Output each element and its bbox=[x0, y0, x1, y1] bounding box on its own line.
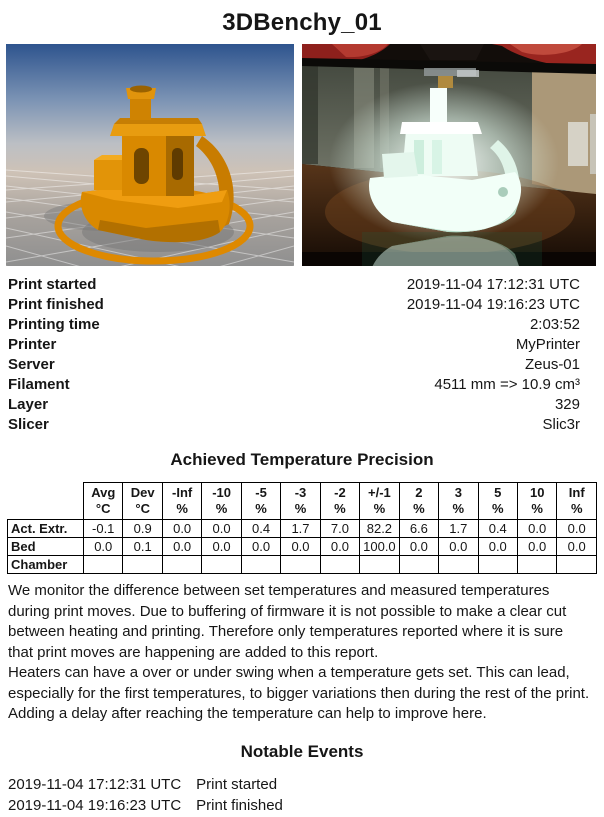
temp-value-cell: 100.0 bbox=[360, 538, 399, 556]
temp-value-cell: 0.0 bbox=[517, 538, 556, 556]
detail-label: Layer bbox=[8, 396, 49, 413]
temp-column-name: -5 bbox=[255, 485, 267, 500]
temp-value-cell bbox=[162, 556, 201, 574]
event-description: Print finished bbox=[196, 797, 283, 814]
temp-value-cell bbox=[241, 556, 280, 574]
event-row bbox=[8, 795, 596, 817]
temp-value-cell bbox=[123, 556, 162, 574]
detail-label: Printer bbox=[8, 336, 57, 353]
webcam-photo-image bbox=[302, 44, 596, 266]
temp-column-unit: % bbox=[570, 501, 583, 516]
temp-value-cell: 0.0 bbox=[517, 520, 556, 538]
temp-value-cell bbox=[439, 556, 478, 574]
temp-value-cell: 0.0 bbox=[202, 520, 241, 538]
print-details bbox=[0, 275, 604, 435]
temp-value-cell: 0.0 bbox=[320, 538, 359, 556]
temp-column-header bbox=[162, 483, 201, 520]
temp-value-cell: 0.0 bbox=[202, 538, 241, 556]
temp-column-unit: % bbox=[452, 501, 465, 516]
model-render-image bbox=[6, 44, 294, 266]
detail-row bbox=[8, 335, 580, 355]
temp-column-header bbox=[557, 483, 597, 520]
temp-table-row bbox=[8, 538, 597, 556]
temp-column-unit: % bbox=[255, 501, 267, 516]
event-row bbox=[8, 774, 596, 796]
temp-column-header bbox=[478, 483, 517, 520]
detail-row bbox=[8, 315, 580, 335]
temp-column-name: -10 bbox=[212, 485, 231, 500]
images-row bbox=[0, 44, 604, 266]
event-description: Print started bbox=[196, 775, 278, 793]
temp-value-cell: 1.7 bbox=[439, 520, 478, 538]
temp-column-name: Dev bbox=[130, 485, 155, 500]
temp-value-cell: 0.1 bbox=[123, 538, 162, 556]
temp-column-header bbox=[202, 483, 241, 520]
temp-value-cell: 0.0 bbox=[281, 538, 320, 556]
detail-row bbox=[8, 355, 580, 375]
temp-column-unit: % bbox=[294, 501, 307, 516]
temp-column-header bbox=[281, 483, 320, 520]
temp-value-cell: 0.0 bbox=[439, 538, 478, 556]
detail-row bbox=[8, 375, 580, 395]
temp-value-cell: 0.0 bbox=[399, 538, 438, 556]
detail-label: Server bbox=[8, 356, 55, 373]
temp-column-name: 2 bbox=[415, 485, 423, 500]
temp-column-header bbox=[241, 483, 280, 520]
temperature-note-paragraph: Heaters can have a over or under swing when a temperature gets set. This can lead, especially for the first temperatures, to bigger variations then during the rest of the print. Adding a delay after reaching the temperature can help to improve here. bbox=[8, 664, 590, 722]
temp-value-cell bbox=[360, 556, 399, 574]
temp-column-name: 3 bbox=[454, 485, 462, 500]
temp-value-cell: 7.0 bbox=[320, 520, 359, 538]
temp-value-cell bbox=[202, 556, 241, 574]
detail-label: Printing time bbox=[8, 316, 100, 333]
temp-column-name: +/-1 bbox=[368, 485, 391, 500]
temp-row-label: Chamber bbox=[8, 556, 84, 574]
event-timestamp: 2019-11-04 17:12:31 UTC bbox=[8, 775, 182, 793]
temperature-section-heading: Achieved Temperature Precision bbox=[170, 450, 434, 469]
temp-column-name: -2 bbox=[334, 485, 346, 500]
temp-table-row bbox=[8, 556, 597, 574]
detail-value: 329 bbox=[554, 396, 580, 413]
temp-value-cell bbox=[557, 556, 597, 574]
temp-value-cell: 0.4 bbox=[478, 520, 517, 538]
temp-column-unit: % bbox=[373, 501, 386, 516]
temperature-notes bbox=[0, 581, 600, 725]
temp-column-unit: % bbox=[215, 501, 228, 516]
temp-column-unit: °C bbox=[135, 501, 150, 516]
detail-value: 2:03:52 bbox=[529, 316, 580, 333]
temp-value-cell: 0.4 bbox=[241, 520, 280, 538]
temp-column-name: 5 bbox=[494, 485, 502, 500]
detail-label: Print started bbox=[8, 276, 97, 293]
temp-column-name: 10 bbox=[529, 485, 545, 500]
notable-events-list bbox=[0, 774, 604, 817]
temp-column-unit: % bbox=[413, 501, 425, 516]
detail-value: 4511 mm => 10.9 cm³ bbox=[434, 376, 580, 393]
temp-value-cell: 0.0 bbox=[84, 538, 123, 556]
temp-value-cell bbox=[399, 556, 438, 574]
detail-label: Filament bbox=[8, 376, 70, 393]
temp-column-header bbox=[517, 483, 556, 520]
temp-value-cell: 0.0 bbox=[162, 520, 201, 538]
detail-value: Zeus-01 bbox=[524, 356, 580, 373]
temp-row-label: Act. Extr. bbox=[8, 520, 84, 538]
temp-value-cell bbox=[478, 556, 517, 574]
temp-value-cell: 0.0 bbox=[557, 538, 597, 556]
detail-value: 2019-11-04 19:16:23 UTC bbox=[406, 296, 580, 313]
temp-column-header bbox=[320, 483, 359, 520]
temp-value-cell bbox=[517, 556, 556, 574]
temp-column-unit: % bbox=[531, 501, 543, 516]
temp-row-label: Bed bbox=[8, 538, 84, 556]
page-title: 3DBenchy_01 bbox=[222, 9, 382, 36]
temp-column-unit: °C bbox=[95, 501, 111, 516]
temperature-precision-table bbox=[7, 482, 597, 574]
temp-column-header bbox=[439, 483, 478, 520]
temp-value-cell bbox=[84, 556, 123, 574]
temp-column-unit: % bbox=[491, 501, 504, 516]
detail-label: Slicer bbox=[8, 416, 49, 433]
event-timestamp: 2019-11-04 19:16:23 UTC bbox=[8, 797, 182, 814]
temp-value-cell bbox=[320, 556, 359, 574]
temp-value-cell: 6.6 bbox=[399, 520, 438, 538]
temp-value-cell: 0.9 bbox=[123, 520, 162, 538]
detail-row bbox=[8, 395, 580, 415]
detail-label: Print finished bbox=[8, 296, 104, 313]
temp-table-corner-cell bbox=[8, 483, 84, 520]
temp-value-cell bbox=[281, 556, 320, 574]
temp-value-cell: 0.0 bbox=[557, 520, 597, 538]
temp-column-unit: % bbox=[176, 501, 188, 516]
temp-column-header bbox=[399, 483, 438, 520]
temp-column-header bbox=[360, 483, 399, 520]
temp-value-cell: -0.1 bbox=[84, 520, 123, 538]
detail-row bbox=[8, 275, 580, 295]
temp-value-cell: 0.0 bbox=[162, 538, 201, 556]
temp-column-name: Avg bbox=[91, 485, 116, 500]
temp-column-unit: % bbox=[334, 501, 346, 516]
temp-value-cell: 82.2 bbox=[360, 520, 399, 538]
temperature-note-paragraph: We monitor the difference between set temperatures and measured temperatures during print moves. Due to buffering of firmware it is not possible to make a clear cut between heating and printing. Therefore only temperatures reported where it is sure that print moves are happening are added to this report. bbox=[8, 582, 567, 661]
detail-value: MyPrinter bbox=[515, 336, 580, 353]
temp-column-header bbox=[123, 483, 162, 520]
temp-table-header-row bbox=[8, 483, 597, 520]
temp-column-name: -3 bbox=[294, 485, 307, 500]
temp-column-header bbox=[84, 483, 123, 520]
temp-value-cell: 1.7 bbox=[281, 520, 320, 538]
temp-table-row bbox=[8, 520, 597, 538]
detail-value: 2019-11-04 17:12:31 UTC bbox=[406, 276, 580, 293]
temp-value-cell: 0.0 bbox=[241, 538, 280, 556]
temp-value-cell: 0.0 bbox=[478, 538, 517, 556]
temp-column-name: -Inf bbox=[172, 485, 193, 500]
temp-column-name: Inf bbox=[568, 485, 585, 500]
detail-row bbox=[8, 295, 580, 315]
detail-value: Slic3r bbox=[542, 416, 580, 433]
detail-row bbox=[8, 415, 580, 435]
events-section-heading: Notable Events bbox=[240, 741, 364, 761]
